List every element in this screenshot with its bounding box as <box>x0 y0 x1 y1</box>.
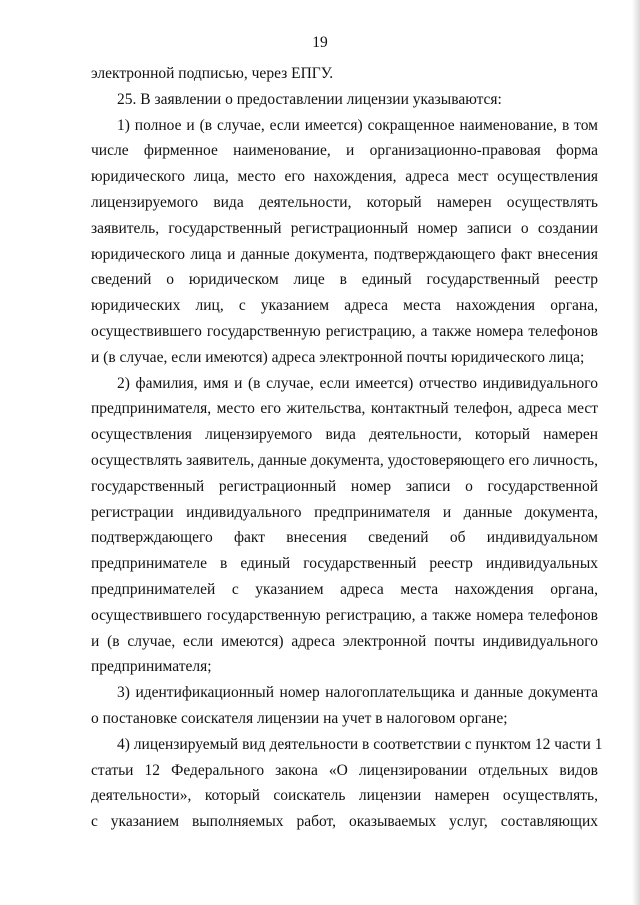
text-line: 4) лицензируемый вид деятельности в соответствии с пунктом 12 части 1 <box>117 735 603 753</box>
text-line: числе фирменное наименование, и организационно-правовая форма <box>91 142 598 160</box>
text-line: с указанием выполняемых работ, оказываемых услуг, составляющих <box>91 813 598 831</box>
text-line: осуществлять заявитель, данные документа, удостоверяющего его личность, <box>91 451 598 469</box>
text-line: осуществившего государственную регистрацию, а также номера телефонов <box>91 606 598 624</box>
text-line: и (в случае, если имеются) адреса электронной почты индивидуального <box>91 632 598 650</box>
text-line: юридического лица и данные документа, подтверждающего факт внесения <box>91 245 598 263</box>
scan-edge-shadow <box>632 0 640 905</box>
text-line: юридических лиц, с указанием адреса места нахождения органа, <box>91 297 598 315</box>
text-line: подтверждающего факт внесения сведений об индивидуальном <box>91 529 598 547</box>
text-line: деятельности», который соискатель лицензии намерен осуществлять, <box>91 787 598 805</box>
text-line: регистрации индивидуального предпринимателя и данные документа, <box>91 503 598 521</box>
text-line: предпринимателя; <box>91 658 212 676</box>
text-line: юридического лица, место его нахождения, адреса мест осуществления <box>91 168 598 186</box>
text-line: 2) фамилия, имя и (в случае, если имеется) отчество индивидуального <box>117 374 598 392</box>
text-line: электронной подписью, через ЕПГУ. <box>91 65 334 82</box>
text-line: осуществившего государственную регистрацию, а также номера телефонов <box>91 322 598 340</box>
text-line: осуществления лицензируемого вида деятельности, который намерен <box>91 426 598 444</box>
text-line: заявитель, государственный регистрационный номер записи о создании <box>91 219 598 237</box>
text-line: предпринимателе в единый государственный реестр индивидуальных <box>91 555 598 573</box>
text-line: и (в случае, если имеются) адреса электронной почты юридического лица; <box>91 348 585 366</box>
text-line: сведений о юридическом лице в единый государственный реестр <box>91 271 598 289</box>
text-line: предпринимателя, место его жительства, контактный телефон, адреса мест <box>91 400 598 418</box>
text-line: лицензируемого вида деятельности, который намерен осуществлять <box>91 193 598 211</box>
document-body <box>91 61 603 835</box>
text-line: 3) идентификационный номер налогоплательщика и данные документа <box>117 684 598 702</box>
text-line: 1) полное и (в случае, если имеется) сокращенное наименование, в том <box>117 116 598 134</box>
text-line: государственный регистрационный номер записи о государственной <box>91 477 598 495</box>
text-line: статьи 12 Федерального закона «О лицензировании отдельных видов <box>91 761 598 779</box>
text-line: о постановке соискателя лицензии на учет в налоговом органе; <box>91 709 508 727</box>
text-line: 25. В заявлении о предоставлении лицензии указываются: <box>117 90 502 108</box>
text-line: предпринимателей с указанием адреса места нахождения органа, <box>91 580 598 598</box>
page-number: 19 <box>312 34 328 51</box>
